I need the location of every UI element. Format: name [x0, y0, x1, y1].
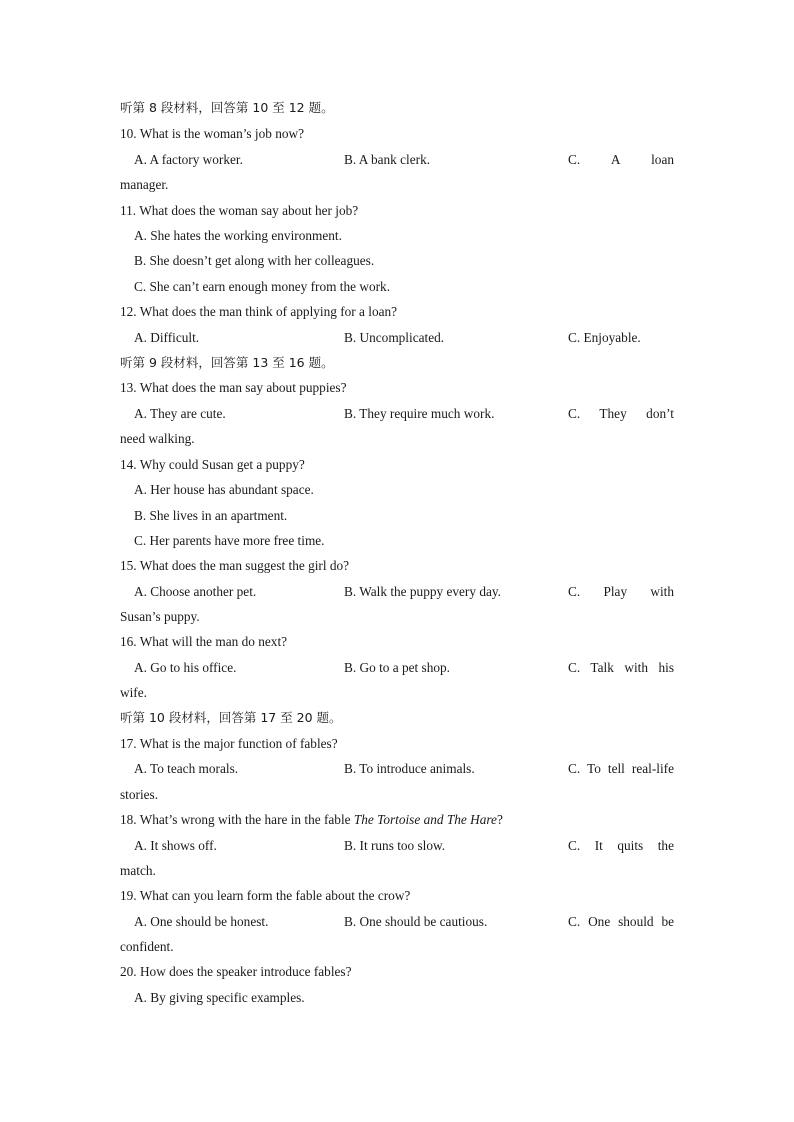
question-16: 16. What will the man do next?: [120, 634, 288, 649]
q17-option-a: A. To teach morals.: [134, 761, 239, 776]
q13-option-c-continued: need walking.: [120, 431, 195, 446]
question-15: 15. What does the man suggest the girl do?: [120, 558, 350, 573]
q18-question-text: 18. What’s wrong with the hare in the fable: [120, 812, 354, 827]
q18-fable-title: The Tortoise and The Hare: [353, 812, 497, 827]
q14-option-a: A. Her house has abundant space.: [134, 482, 314, 497]
q11-option-c: C. She can’t earn enough money from the work.: [134, 279, 391, 294]
question-17: 17. What is the major function of fables?: [120, 736, 338, 751]
q15-option-b: B. Walk the puppy every day.: [344, 584, 501, 599]
question-19: 19. What can you learn form the fable about the crow?: [120, 888, 411, 903]
q11-option-a: A. She hates the working environment.: [134, 228, 342, 243]
q13-option-b: B. They require much work.: [344, 406, 495, 421]
question-14: 14. Why could Susan get a puppy?: [120, 457, 305, 472]
q17-option-c: C. To tell real-life: [568, 761, 674, 776]
q11-option-b: B. She doesn’t get along with her colleagues.: [134, 253, 375, 268]
question-13: 13. What does the man say about puppies?: [120, 380, 347, 395]
q18-option-c: C. It quits the: [568, 838, 674, 853]
section-10-heading: 听第 10 段材料，回答第 17 至 20 题。: [120, 710, 342, 725]
q10-option-c: C. A loan: [568, 152, 674, 167]
q14-option-b: B. She lives in an apartment.: [134, 508, 288, 523]
q12-option-b: B. Uncomplicated.: [344, 330, 445, 345]
section-9-heading: 听第 9 段材料，回答第 13 至 16 题。: [120, 355, 334, 370]
q19-option-c-continued: confident.: [120, 939, 174, 954]
question-18: [120, 811, 674, 829]
section-8-heading: 听第 8 段材料，回答第 10 至 12 题。: [120, 100, 334, 115]
question-20: 20. How does the speaker introduce fables?: [120, 964, 352, 979]
q12-option-c: C. Enjoyable.: [568, 330, 641, 345]
q18-option-a: A. It shows off.: [134, 838, 217, 853]
q12-option-a: A. Difficult.: [134, 330, 200, 345]
q17-option-c-continued: stories.: [120, 787, 159, 802]
q14-option-c: C. Her parents have more free time.: [134, 533, 325, 548]
q16-option-c: C. Talk with his: [568, 660, 674, 675]
question-10: 10. What is the woman’s job now?: [120, 126, 305, 141]
q15-option-c-continued: Susan’s puppy.: [120, 609, 200, 624]
q10-option-c-continued: manager.: [120, 177, 169, 192]
q18-option-c-continued: match.: [120, 863, 156, 878]
q17-option-b: B. To introduce animals.: [344, 761, 475, 776]
q13-option-c: C. They don’t: [568, 406, 674, 421]
q16-option-b: B. Go to a pet shop.: [344, 660, 450, 675]
q10-option-a: A. A factory worker.: [134, 152, 243, 167]
q19-option-b: B. One should be cautious.: [344, 914, 488, 929]
q16-option-a: A. Go to his office.: [134, 660, 237, 675]
q10-option-b: B. A bank clerk.: [344, 152, 431, 167]
q18-option-b: B. It runs too slow.: [344, 838, 446, 853]
q19-option-c: C. One should be: [568, 914, 674, 929]
q13-option-a: A. They are cute.: [134, 406, 226, 421]
question-12: 12. What does the man think of applying for a loan?: [120, 304, 398, 319]
q18-question-mark: ?: [496, 812, 503, 827]
q15-option-a: A. Choose another pet.: [134, 584, 257, 599]
question-11: 11. What does the woman say about her job?: [120, 203, 359, 218]
q20-option-a: A. By giving specific examples.: [134, 990, 305, 1005]
q15-option-c: C. Play with: [568, 584, 674, 599]
q16-option-c-continued: wife.: [120, 685, 147, 700]
q19-option-a: A. One should be honest.: [134, 914, 269, 929]
